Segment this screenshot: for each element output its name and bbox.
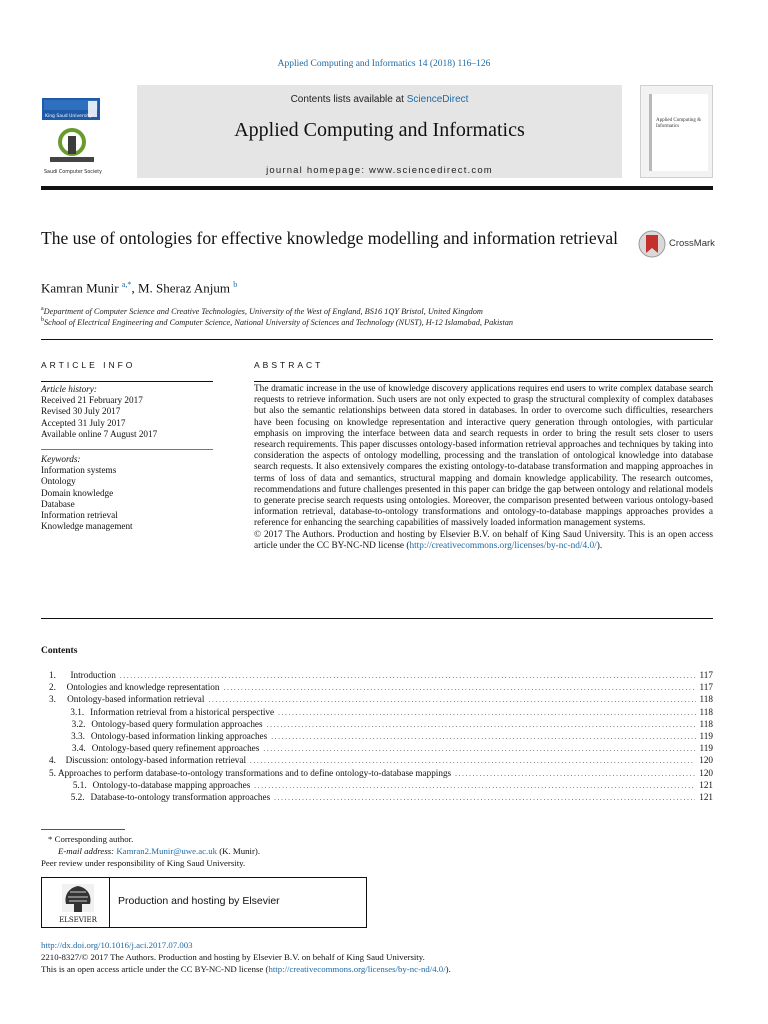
toc-number: 3.3. [71,730,85,741]
keywords [41,454,213,532]
elsevier-divider [109,878,110,927]
journal-banner [137,85,622,178]
affiliation-marker: a [41,306,44,312]
toc-leader-dots [278,707,695,717]
toc-entry[interactable] [41,719,713,731]
toc-entry[interactable] [41,755,713,767]
toc-number: 1. [49,670,56,680]
cover-title: Applied Computing & Informatics [656,118,701,129]
abstract-heading: ABSTRACT [254,360,324,370]
toc-number: 3.2. [71,718,86,729]
toc-title[interactable]: Ontology-based query formulation approaches [91,718,263,729]
toc-page-number: 117 [699,682,713,693]
toc-entry[interactable] [41,694,713,706]
crossmark-badge[interactable] [638,229,718,259]
contents-prefix: Contents lists available at [290,94,407,105]
toc-page-number: 119 [699,730,713,741]
author-affiliation-marker[interactable]: b [233,280,238,289]
elsevier-hosting-text: Production and hosting by Elsevier [118,895,280,907]
toc-number: 5.1. [72,779,87,790]
table-of-contents [41,670,713,804]
toc-leader-dots [208,694,695,704]
abstract-body [254,384,713,552]
scs-logo-text: Saudi Computer Society [44,170,102,175]
affiliation-text: School of Electrical Engineering and Computer Science, National University of Sciences and Technology (NUST), H-12 Islamabad, Pakistan [44,317,514,327]
copyright-end: ). [596,540,603,551]
peer-review-note: Peer review under responsibility of King Saud University. [41,858,246,868]
email-label: E-mail address: [58,846,117,856]
toc-number: 3.1. [70,706,85,717]
history-item: Accepted 31 July 2017 [41,417,126,428]
toc-entry[interactable] [41,707,713,719]
title-rule [41,339,713,340]
toc-number: 3. [49,694,56,705]
email-note [58,845,260,857]
toc-entry[interactable] [41,670,713,682]
toc-number: 5.2. [70,791,85,802]
history-label: Article history: [41,384,97,394]
keyword: Database [41,498,75,509]
email-link[interactable]: Kamran2.Munir@uwe.ac.uk [116,846,218,856]
issn-line: 2210-8327/© 2017 The Authors. Production and hosting by Elsevier B.V. on behalf of King Saud University. [41,952,425,962]
toc-entry[interactable] [41,743,713,755]
license-suffix: ). [445,964,451,974]
keyword: Ontology [41,476,76,487]
toc-title[interactable]: Discussion: ontology-based information retrieval [65,755,247,766]
license-prefix: This is an open access article under the CC BY-NC-ND license ( [41,964,269,974]
affiliation-marker: b [41,317,44,323]
author-affiliation-marker[interactable]: a,* [121,280,132,289]
toc-page-number: 117 [699,670,713,680]
toc-title[interactable]: Ontology-to-database mapping approaches [92,779,251,790]
toc-leader-dots [254,780,695,790]
toc-number: 5. [49,767,56,778]
license-link[interactable]: http://creativecommons.org/licenses/by-nc-nd/4.0/ [409,540,597,551]
doi-url[interactable]: http://dx.doi.org/10.1016/j.aci.2017.07.003 [41,940,193,950]
history-rule [41,449,213,450]
keyword: Information systems [41,465,117,476]
toc-page-number: 118 [699,718,713,729]
toc-leader-dots [120,670,696,680]
history-item: Revised 30 July 2017 [41,406,121,417]
elsevier-logo-text: ELSEVIER [59,916,97,924]
bottom-license-line [41,964,451,976]
toc-entry[interactable] [41,792,713,804]
keyword: Domain knowledge [41,487,114,498]
toc-page-number: 120 [699,755,713,766]
toc-entry[interactable] [41,780,713,792]
toc-number: 2. [49,682,56,693]
author-name: M. Sheraz Anjum [137,280,231,296]
toc-entry[interactable] [41,768,713,780]
affiliation-a [41,306,483,316]
abstract-text: The dramatic increase in the use of knowledge discovery applications requires end users to write complex database search requests to retrieve information. Such users are not only expected to grasp the structural complexity of complex databases but also the semantic relationships between data stored in databases. In order to overcome such difficulties, researchers have been focusing on knowledge representation and interactive query generation through ontologies, with particular emphasis on improving the interface between data and search requests in order to bring the result sets closer to users research requirements. This paper discusses ontology-based information retrieval approaches and techniques by taking into consideration the aspects of ontology modelling, processing and the translation of ontological knowledge into database search requests. It also extensively compares the existing ontology-to-database transformation and mapping approaches in terms of loss of data and semantics, structural mapping and domain knowledge applicability. The research outcomes, recommendations and future challenges presented in this paper can bridge the gap between ontology and relational models to generate precise search requests using ontologies. Moreover, the comparison presented between various ontology-based information retrieval, database-to-ontology transformations and ontology-to-database mappings approaches provides a reference for enhancing the searching capabilities of massively loaded information management systems. [254,384,713,529]
toc-leader-dots [250,755,695,765]
keywords-label: Keywords: [41,454,81,464]
article-info-heading: ARTICLE INFO [41,360,136,370]
header-rule [41,186,713,190]
toc-leader-dots [267,719,696,729]
toc-page-number: 119 [699,743,713,754]
article-history [41,384,213,440]
toc-title[interactable]: Ontology-based information linking approaches [90,730,268,741]
contents-available-line [137,94,622,105]
toc-leader-dots [455,768,695,778]
sciencedirect-link[interactable]: ScienceDirect [406,94,469,105]
history-item: Available online 7 August 2017 [41,428,158,439]
toc-number: 4. [49,755,56,766]
toc-number: 3.4. [71,743,86,754]
toc-title[interactable]: Approaches to perform database-to-ontology transformations and to define ontology-to-database mappings [57,767,452,778]
author-name: Kamran Munir [41,280,119,296]
toc-leader-dots [223,682,695,692]
toc-title[interactable]: Ontology-based information retrieval [67,694,205,705]
ksu-logo-text: King Saud University [45,114,92,119]
journal-citation[interactable]: Applied Computing and Informatics 14 (2018) 116–126 [277,59,491,69]
toc-title[interactable]: Introduction [70,670,116,680]
journal-title: Applied Computing and Informatics [234,119,525,141]
toc-title[interactable]: Information retrieval from a historical perspective [90,706,275,717]
abstract-bottom-rule [41,618,713,619]
toc-title[interactable]: Database-to-ontology transformation approaches [90,791,271,802]
toc-title[interactable]: Ontologies and knowledge representation [66,682,220,693]
toc-page-number: 120 [699,767,713,778]
toc-page-number: 118 [699,694,713,705]
copyright-text: © 2017 The Authors. Production and hosting by Elsevier B.V. on behalf of King Saud University. This is an open access article under the CC BY-NC-ND license ( [254,529,713,551]
abstract-copyright [254,530,713,552]
affiliation-b [41,317,513,327]
toc-title[interactable]: Ontology-based query refinement approaches [91,743,260,754]
keyword: Knowledge management [41,521,133,532]
king-saud-university-logo [42,98,100,120]
author-list [41,280,237,296]
crossmark-label: CrossMark [669,238,715,249]
toc-page-number: 121 [699,779,713,790]
journal-cover-thumbnail [640,85,713,178]
toc-leader-dots [274,792,695,802]
toc-entry[interactable] [41,731,713,743]
crossmark-icon [638,229,666,259]
footnote-rule [41,829,125,830]
author-separator: , [131,280,138,296]
contents-heading: Contents [41,646,78,656]
keyword: Information retrieval [41,510,118,521]
elsevier-hosting-box [41,877,367,928]
article-info-rule [41,381,213,382]
toc-page-number: 121 [699,791,713,802]
abstract-rule [254,381,713,382]
toc-leader-dots [263,743,695,753]
email-suffix: (K. Munir). [217,846,261,856]
doi-link[interactable] [41,940,193,952]
bottom-license-link[interactable]: http://creativecommons.org/licenses/by-nc-nd/4.0/ [268,964,446,974]
article-title: The use of ontologies for effective knowledge modelling and information retrieval [41,228,618,248]
corresponding-author-note: * Corresponding author. [48,834,134,844]
journal-homepage[interactable]: journal homepage: www.sciencedirect.com [266,165,493,176]
cover-page [649,94,708,171]
toc-leader-dots [271,731,695,741]
toc-entry[interactable] [41,682,713,694]
toc-page-number: 118 [699,706,713,717]
history-item: Received 21 February 2017 [41,395,143,406]
affiliation-text: Department of Computer Science and Creative Technologies, University of the West of England, BS16 1QY Bristol, United Kingdom [43,306,483,316]
elsevier-logo [50,882,106,925]
saudi-computer-society-logo [42,126,102,176]
